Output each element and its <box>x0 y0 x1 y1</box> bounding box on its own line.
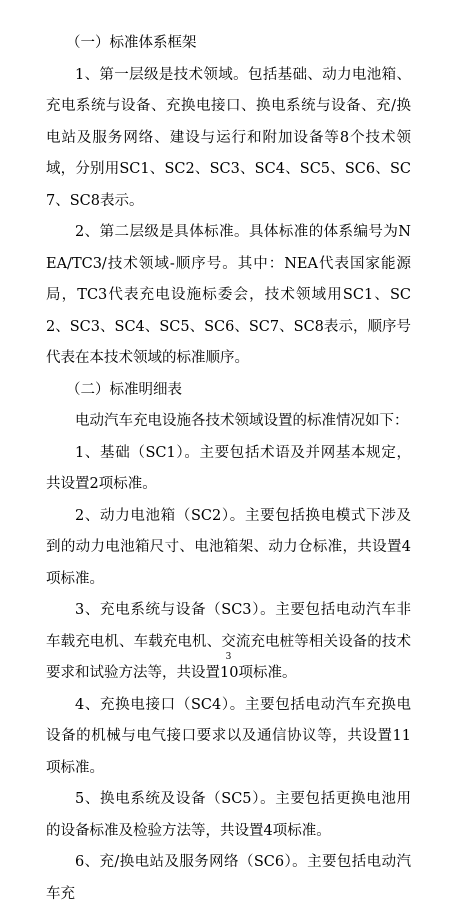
paragraph-sc6: 6、充/换电站及服务网络（SC6）。主要包括电动汽车充 <box>46 854 411 902</box>
paragraph-sc5: 5、换电系统及设备（SC5）。主要包括更换电池用的设备标准及检验方法等，共设置4项标准。 <box>46 791 411 839</box>
section-heading-framework: （一）标准体系框架 <box>66 35 197 51</box>
paragraph-second-level: 2、第二层级是具体标准。具体标准的体系编号为NEA/TC3/技术领域-顺序号。其中：NEA代表国家能源局，TC3代表充电设施标委会，技术领域用SC1、SC2、SC3、SC4、SC5、SC6、SC7、SC8表示，顺序号代表在本技术领域的标准顺序。 <box>46 224 411 366</box>
paragraph-intro: 电动汽车充电设施各技术领域设置的标准情况如下： <box>75 413 409 429</box>
page-number: 3 <box>225 652 232 662</box>
paragraph-sc3: 3、充电系统与设备（SC3）。主要包括电动汽车非车载充电机、车载充电机、交流充电桩等相关设备的技术要求和试验方法等，共设置10项标准。 <box>46 602 411 681</box>
paragraph-sc1: 1、基础（SC1）。主要包括术语及并网基本规定，共设置2项标准。 <box>46 444 411 492</box>
section-heading-details: （二）标准明细表 <box>66 381 182 398</box>
paragraph-sc2: 2、动力电池箱（SC2）。主要包括换电模式下涉及到的动力电池箱尺寸、电池箱架、动力仓标准，共设置4项标准。 <box>46 507 411 587</box>
paragraph-first-level: 1、第一层级是技术领域。包括基础、动力电池箱、充电系统与设备、充换电接口、换电系统与设备、充/换电站及服务网络、建设与运行和附加设备等8个技术领域，分别用SC1、SC2、SC3、SC4、SC5、SC6、SC7、SC8表示。 <box>46 66 411 209</box>
paragraph-sc4: 4、充换电接口（SC4）。主要包括电动汽车充换电设备的机械与电气接口要求以及通信协议等，共设置11项标准。 <box>46 696 411 776</box>
